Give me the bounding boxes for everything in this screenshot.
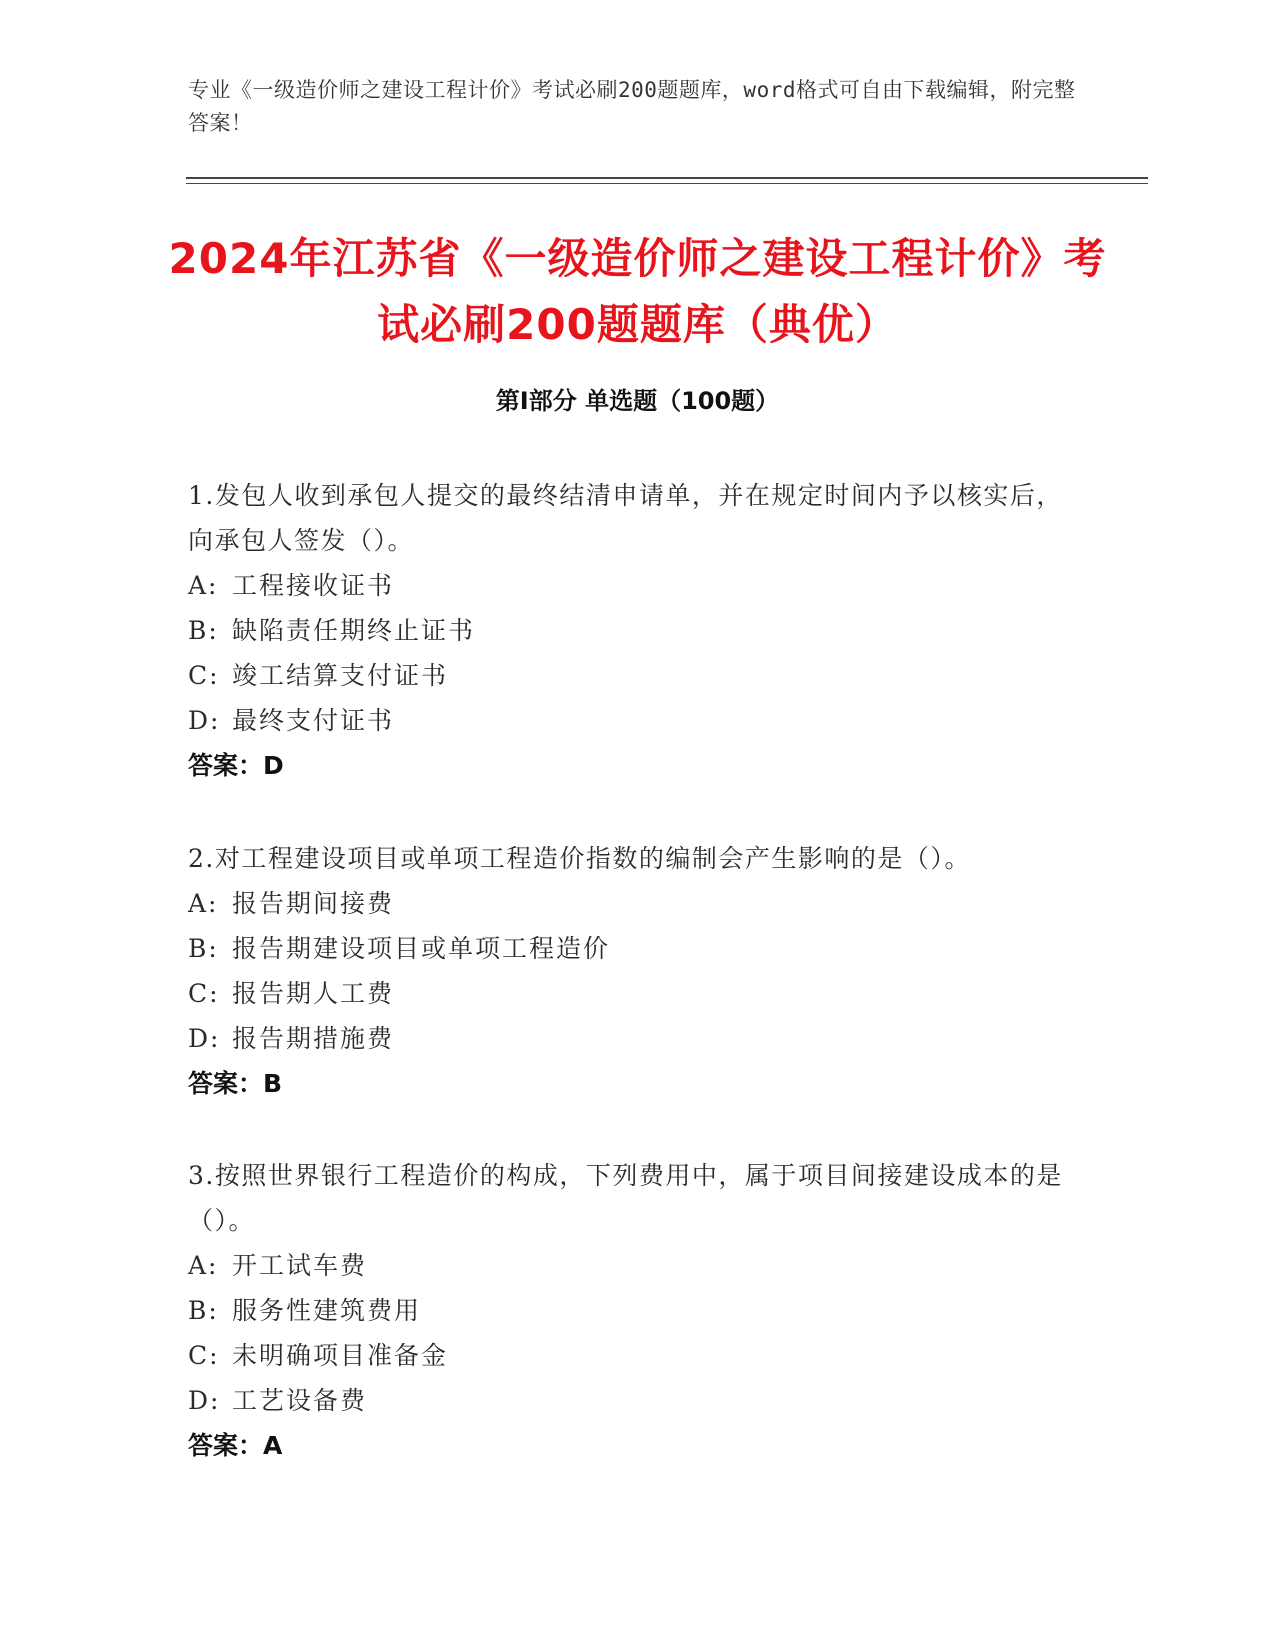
option-text: 竣工结算支付证书 <box>232 661 449 690</box>
option-c <box>188 653 1068 698</box>
question-3 <box>188 1153 1068 1468</box>
option-letter: D: <box>188 706 221 735</box>
option-letter: A: <box>188 889 219 918</box>
option-a <box>188 1243 1068 1288</box>
question-stem: 3.按照世界银行工程造价的构成，下列费用中，属于项目间接建设成本的是（）。 <box>188 1161 1063 1235</box>
option-text: 报告期建设项目或单项工程造价 <box>232 934 611 963</box>
option-letter: C: <box>188 1341 220 1370</box>
question-stem: 1.发包人收到承包人提交的最终结清申请单，并在规定时间内予以核实后，向承包人签发（）。 <box>188 481 1063 555</box>
question-stem: 2.对工程建设项目或单项工程造价指数的编制会产生影响的是（）。 <box>188 844 971 873</box>
option-text: 服务性建筑费用 <box>232 1296 422 1325</box>
option-d <box>188 1016 1068 1061</box>
option-c <box>188 1333 1068 1378</box>
option-letter: C: <box>188 979 220 1008</box>
option-letter: D: <box>188 1386 221 1415</box>
option-letter: C: <box>188 661 220 690</box>
option-text: 报告期间接费 <box>232 889 395 918</box>
question-2 <box>188 836 1068 1106</box>
document-title: 2024年江苏省《一级造价师之建设工程计价》考试必刷200题题库（典优） <box>168 234 1107 349</box>
option-a <box>188 881 1068 926</box>
option-letter: B: <box>188 934 219 963</box>
option-letter: A: <box>188 1251 219 1280</box>
option-c <box>188 971 1068 1016</box>
option-letter: B: <box>188 616 219 645</box>
header-rule-thick <box>186 177 1148 179</box>
option-text: 工艺设备费 <box>232 1386 368 1415</box>
option-letter: D: <box>188 1024 221 1053</box>
section-heading: 第I部分 单选题（100题） <box>495 387 780 415</box>
answer: 答案：D <box>188 751 284 780</box>
option-text: 最终支付证书 <box>232 706 395 735</box>
option-b <box>188 926 1068 971</box>
answer: 答案：A <box>188 1431 283 1460</box>
option-b <box>188 1288 1068 1333</box>
option-letter: A: <box>188 571 219 600</box>
question-1 <box>188 473 1068 788</box>
option-d <box>188 1378 1068 1423</box>
option-text: 缺陷责任期终止证书 <box>232 616 476 645</box>
option-d <box>188 698 1068 743</box>
option-letter: B: <box>188 1296 219 1325</box>
option-b <box>188 608 1068 653</box>
option-a <box>188 563 1068 608</box>
answer: 答案：B <box>188 1069 283 1098</box>
header-rule-thin <box>186 183 1148 184</box>
option-text: 工程接收证书 <box>232 571 395 600</box>
option-text: 报告期措施费 <box>232 1024 395 1053</box>
option-text: 未明确项目准备金 <box>232 1341 449 1370</box>
option-text: 报告期人工费 <box>232 979 395 1008</box>
option-text: 开工试车费 <box>232 1251 368 1280</box>
header-note: 专业《一级造价师之建设工程计价》考试必刷200题题库，word格式可自由下载编辑，附完整答案！ <box>188 78 1076 135</box>
